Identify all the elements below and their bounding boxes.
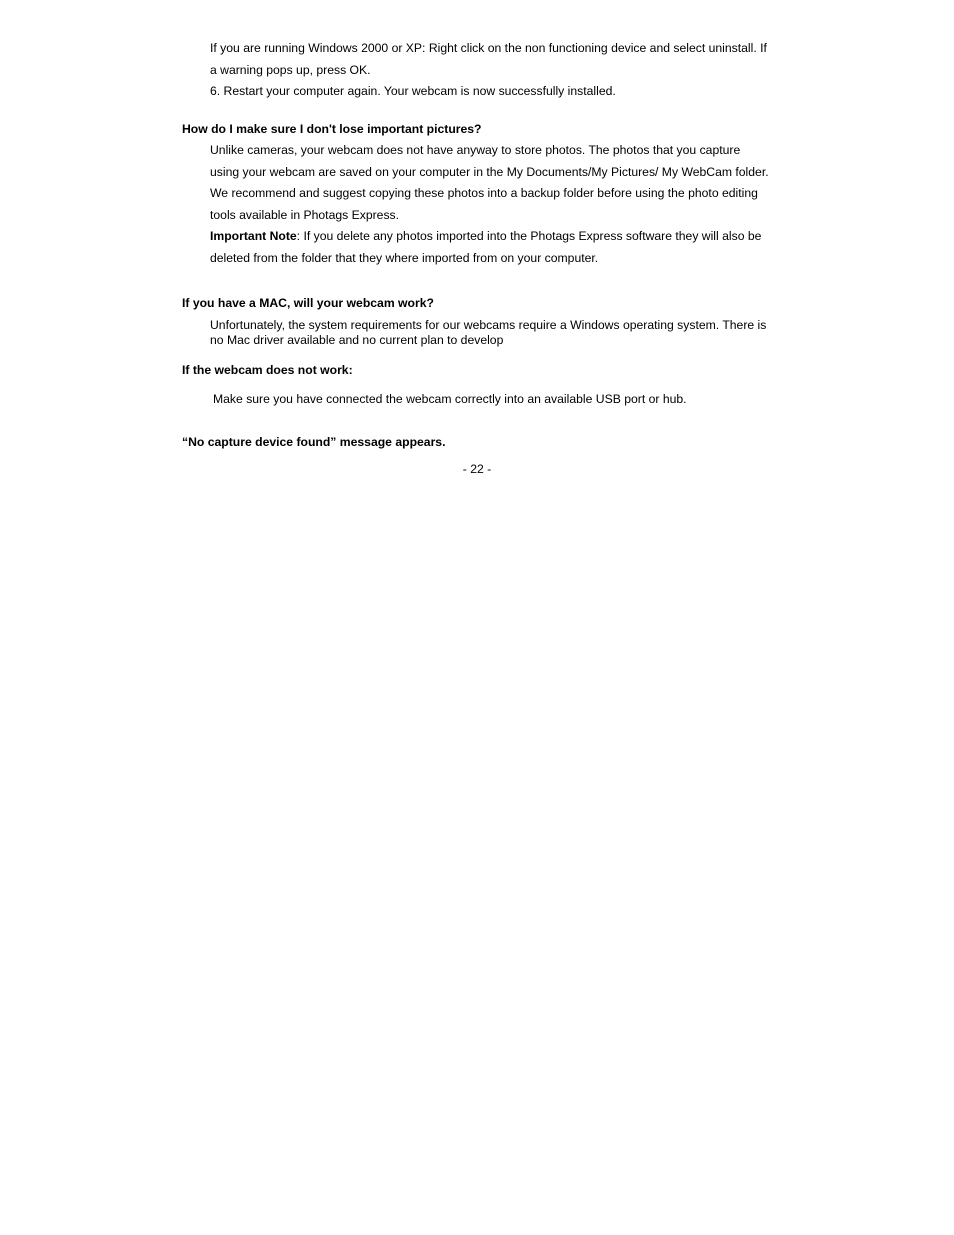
heading-no-capture: “No capture device found” message appears.	[182, 435, 446, 449]
heading-not-work: If the webcam does not work:	[182, 363, 353, 377]
not-work-line-1: Make sure you have connected the webcam correctly into an available USB port or hub.	[213, 392, 687, 406]
pictures-line-2: using your webcam are saved on your computer in the My Documents/My Pictures/ My WebCam folder.	[210, 165, 769, 179]
important-note-label: Important Note	[210, 229, 297, 243]
heading-mac: If you have a MAC, will your webcam work?	[182, 296, 434, 310]
heading-pictures: How do I make sure I don't lose important pictures?	[182, 122, 482, 136]
important-note-text: : If you delete any photos imported into the Photags Express software they will also be	[296, 229, 762, 243]
page-number: - 22 -	[462, 462, 492, 476]
intro-line-2: a warning pops up, press OK.	[210, 63, 371, 77]
intro-line-1: If you are running Windows 2000 or XP: Right click on the non functioning device and select uninstall. If	[210, 41, 767, 55]
pictures-line-3: We recommend and suggest copying these photos into a backup folder before using the photo editing	[210, 186, 758, 200]
important-note	[210, 229, 761, 244]
mac-line-1: Unfortunately, the system requirements for our webcams require a Windows operating system. There is	[210, 318, 767, 332]
intro-step-6: 6. Restart your computer again. Your webcam is now successfully installed.	[210, 84, 616, 98]
pictures-line-1: Unlike cameras, your webcam does not have anyway to store photos. The photos that you capture	[210, 143, 741, 157]
pictures-line-4: tools available in Photags Express.	[210, 208, 400, 222]
mac-line-2: no Mac driver available and no current plan to develop	[210, 333, 504, 347]
important-note-line-2: deleted from the folder that they where imported from on your computer.	[210, 251, 599, 265]
